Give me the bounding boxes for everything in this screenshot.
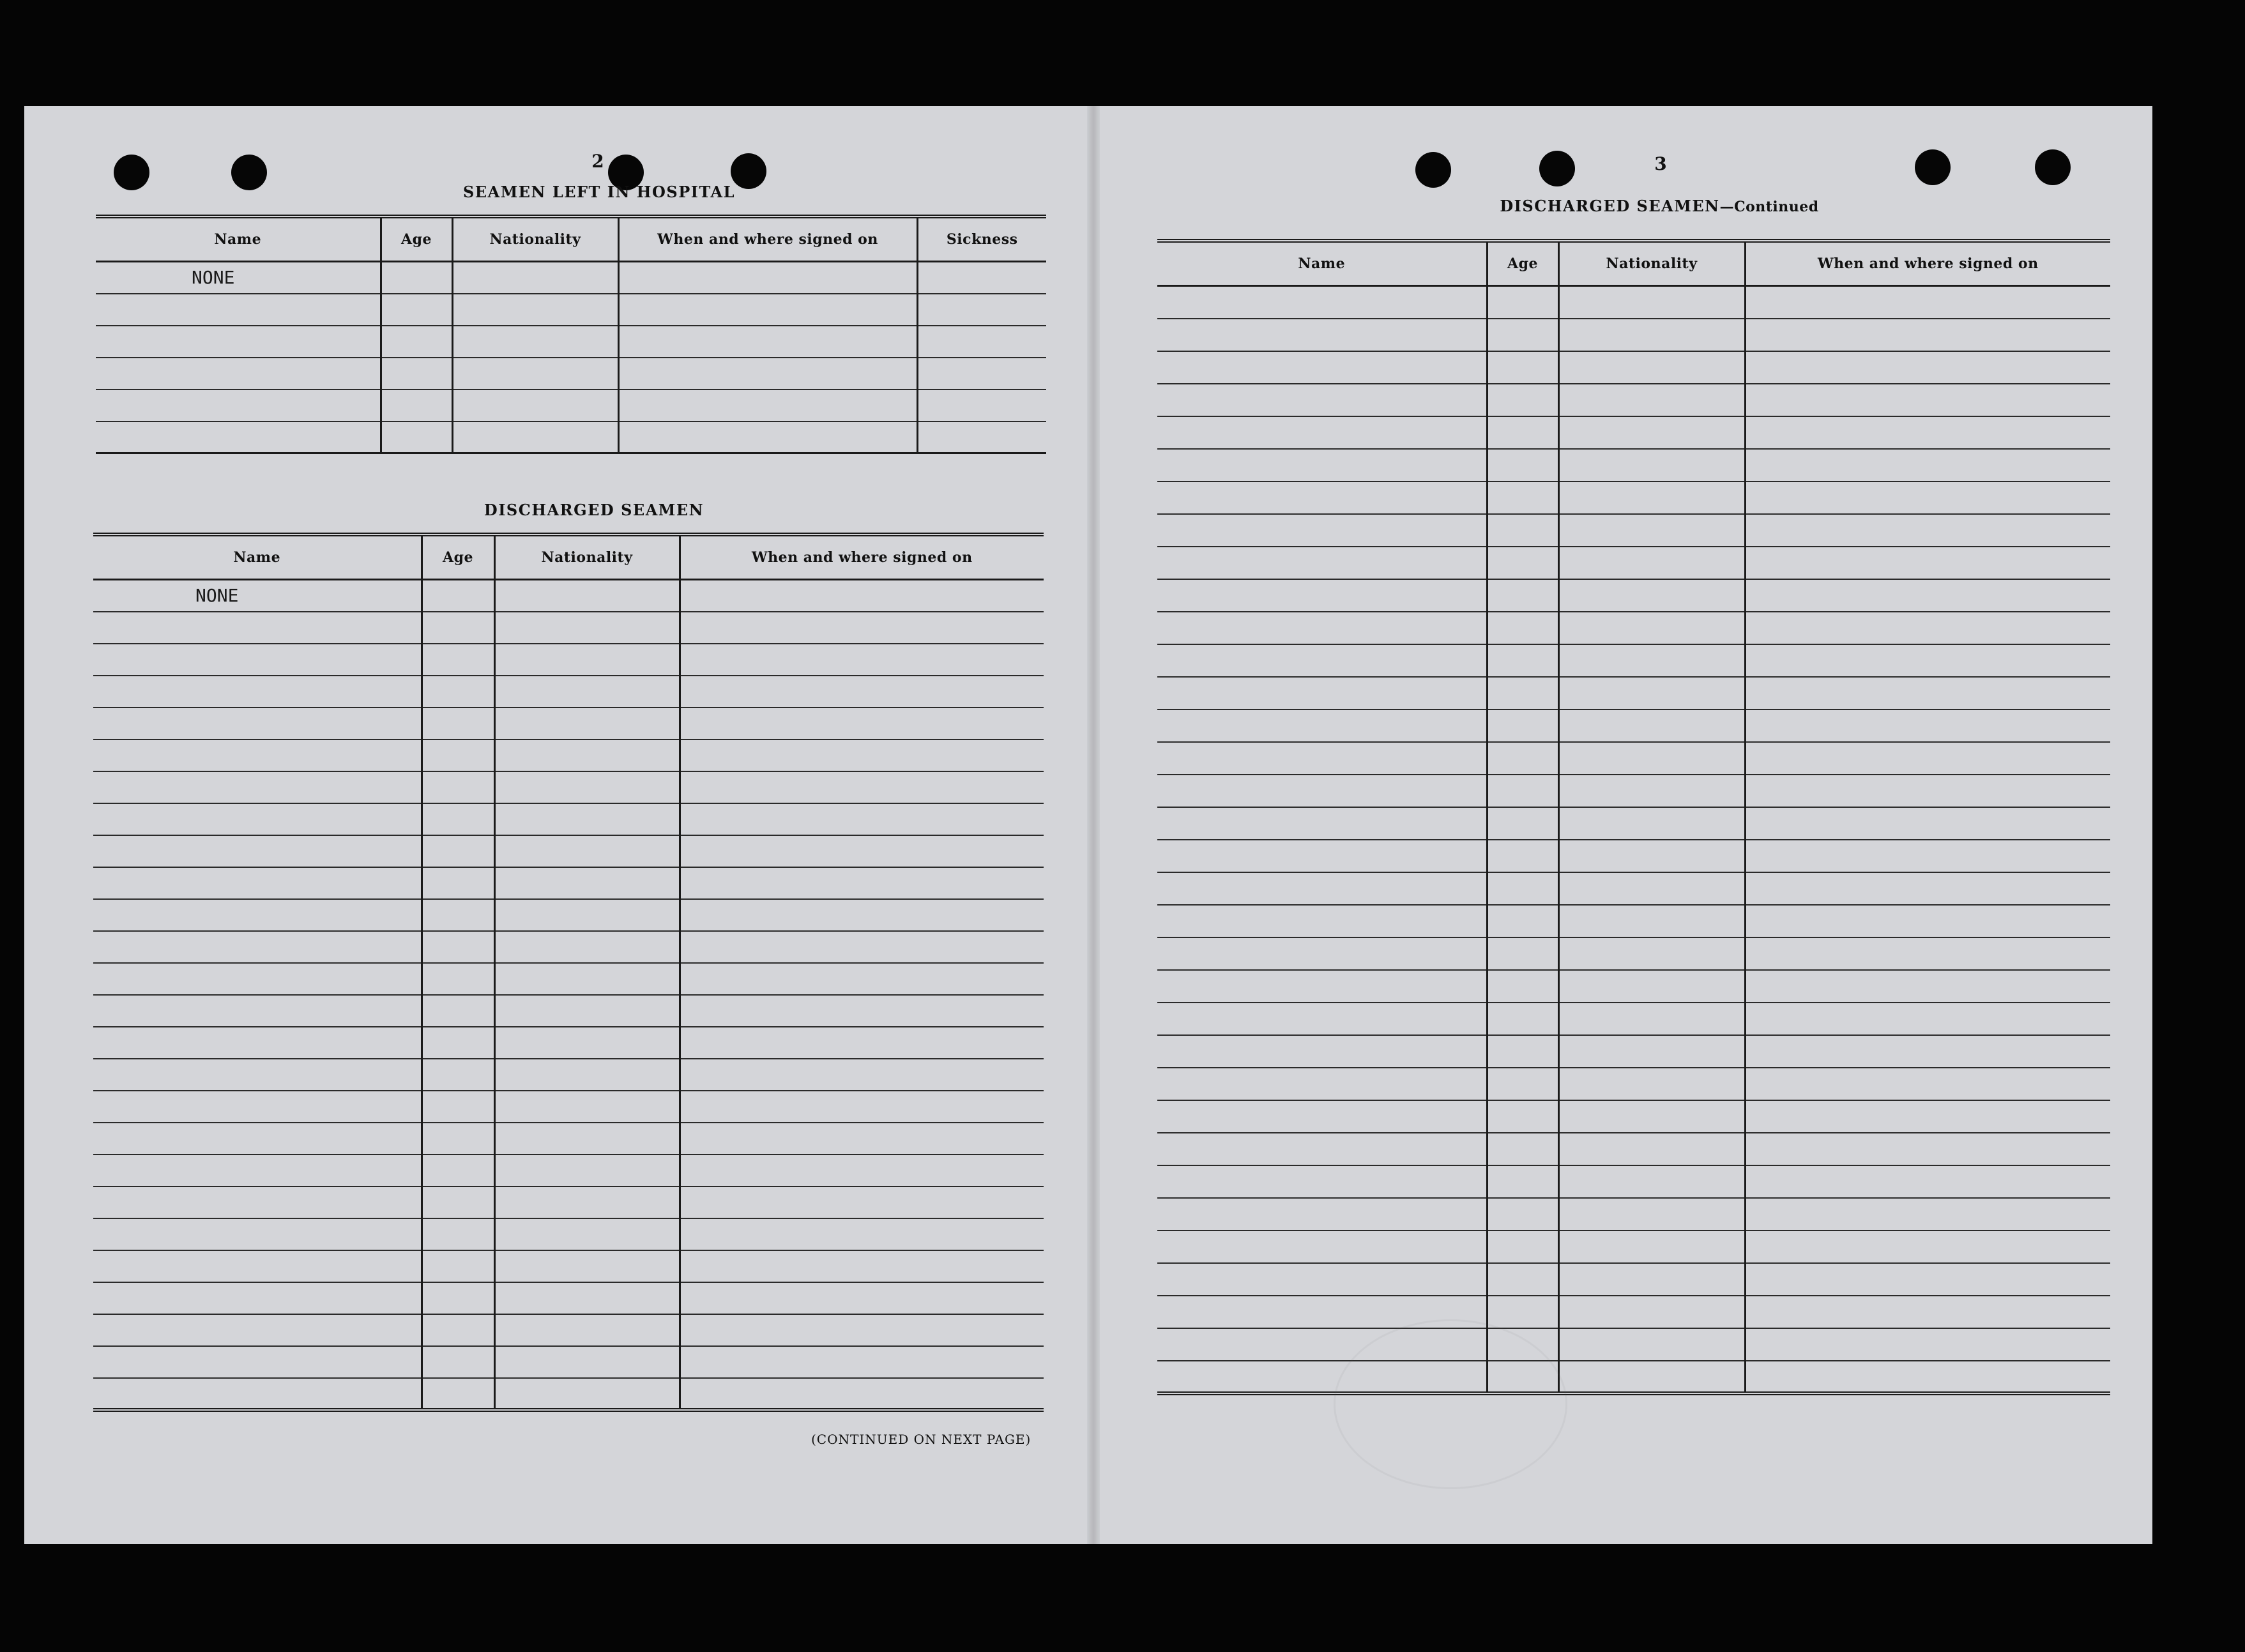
faded-stamp	[1334, 1319, 1567, 1489]
nationality-cell	[494, 580, 680, 612]
punch-hole	[114, 155, 149, 190]
table-row	[1157, 612, 2110, 644]
table-row	[96, 421, 1046, 453]
discharged-continued-body	[1157, 286, 2110, 1393]
signed-on-cell	[618, 262, 917, 294]
table-row	[93, 1378, 1044, 1410]
table-row	[93, 676, 1044, 708]
table-row	[1157, 449, 2110, 481]
table-row	[93, 771, 1044, 803]
name-cell: NONE	[93, 580, 422, 612]
table-row	[93, 1155, 1044, 1186]
table-row	[93, 867, 1044, 899]
table-row	[1157, 709, 2110, 742]
document-page	[24, 106, 2152, 1544]
table-row	[93, 899, 1044, 931]
column-header-nationality: Nationality	[452, 216, 618, 262]
punch-hole	[231, 155, 267, 190]
table-row	[1157, 1133, 2110, 1165]
continued-note: (CONTINUED ON NEXT PAGE)	[811, 1432, 1031, 1447]
column-header-name: Name	[96, 216, 381, 262]
title-main: DISCHARGED SEAMEN	[1500, 197, 1720, 215]
table-row	[96, 390, 1046, 421]
sickness-cell	[917, 262, 1046, 294]
age-cell	[422, 580, 494, 612]
hospital-table-body	[96, 262, 1046, 453]
table-row	[1157, 286, 2110, 319]
column-header-signed-on: When and where signed on	[1745, 241, 2110, 286]
table-row	[93, 995, 1044, 1027]
discharged-continued-title	[1302, 197, 2017, 215]
punch-hole	[2035, 149, 2071, 185]
column-header-name: Name	[93, 534, 422, 580]
name-cell: NONE	[96, 262, 381, 294]
table-row	[93, 612, 1044, 644]
table-row	[1157, 644, 2110, 677]
column-header-age: Age	[1487, 241, 1558, 286]
table-row	[93, 1123, 1044, 1155]
punch-hole	[1915, 149, 1951, 185]
table-row	[93, 739, 1044, 771]
table-row	[93, 1250, 1044, 1282]
table-row	[1157, 514, 2110, 547]
table-row	[93, 1314, 1044, 1346]
table-row	[93, 963, 1044, 995]
table-row	[1157, 481, 2110, 514]
table-row	[1157, 742, 2110, 775]
table-row	[1157, 1361, 2110, 1393]
table-row	[1157, 384, 2110, 416]
table-row	[1157, 937, 2110, 970]
table-row	[93, 708, 1044, 739]
table-row	[1157, 416, 2110, 449]
table-row	[1157, 677, 2110, 709]
column-header-sickness: Sickness	[917, 216, 1046, 262]
table-row	[1157, 1231, 2110, 1263]
table-row	[93, 1282, 1044, 1314]
table-header-row	[96, 216, 1046, 262]
table-row	[96, 294, 1046, 326]
table-row	[93, 1091, 1044, 1123]
column-header-nationality: Nationality	[494, 534, 680, 580]
punch-hole	[1539, 151, 1575, 186]
column-header-age: Age	[422, 534, 494, 580]
age-cell	[381, 262, 452, 294]
table-row	[93, 1218, 1044, 1250]
table-row	[1157, 1003, 2110, 1035]
table-row	[1157, 1198, 2110, 1231]
column-header-age: Age	[381, 216, 452, 262]
page-number-left: 2	[591, 151, 604, 172]
table-row	[96, 326, 1046, 358]
table-row	[1157, 1263, 2110, 1296]
table-row	[1157, 547, 2110, 579]
table-row	[1157, 840, 2110, 872]
table-row	[1157, 1165, 2110, 1198]
table-row	[93, 1059, 1044, 1091]
column-header-signed-on: When and where signed on	[680, 534, 1044, 580]
table-row	[93, 1186, 1044, 1218]
table-row	[93, 1027, 1044, 1059]
table-row	[1157, 1296, 2110, 1328]
table-row	[1157, 807, 2110, 840]
discharged-table-body	[93, 580, 1044, 1410]
table-header-row	[1157, 241, 2110, 286]
column-header-signed-on: When and where signed on	[618, 216, 917, 262]
table-row	[93, 835, 1044, 867]
title-suffix: —Continued	[1719, 199, 1819, 215]
table-row	[1157, 579, 2110, 612]
discharged-section-title: DISCHARGED SEAMEN	[483, 501, 704, 519]
center-fold	[1087, 106, 1100, 1544]
table-row	[1157, 351, 2110, 384]
table-row	[1157, 1100, 2110, 1133]
table-row	[1157, 319, 2110, 351]
table-row	[1157, 1328, 2110, 1361]
table-row	[1157, 872, 2110, 905]
table-row	[1157, 905, 2110, 937]
signed-on-cell	[680, 580, 1044, 612]
table-row	[96, 358, 1046, 390]
discharged-continued-table	[1157, 239, 2110, 1395]
table-row	[1157, 970, 2110, 1003]
table-row	[93, 931, 1044, 963]
punch-hole	[1415, 152, 1451, 188]
page-number-right: 3	[1654, 153, 1667, 174]
hospital-section-title: SEAMEN LEFT IN HOSPITAL	[462, 183, 736, 201]
discharged-table	[93, 533, 1044, 1412]
nationality-cell	[452, 262, 618, 294]
table-row	[1157, 775, 2110, 807]
table-row	[96, 262, 1046, 294]
table-row	[93, 644, 1044, 676]
column-header-name: Name	[1157, 241, 1487, 286]
table-row	[1157, 1035, 2110, 1068]
table-row	[93, 580, 1044, 612]
column-header-nationality: Nationality	[1558, 241, 1745, 286]
table-row	[93, 803, 1044, 835]
table-header-row	[93, 534, 1044, 580]
table-row	[93, 1346, 1044, 1378]
table-row	[1157, 1068, 2110, 1100]
hospital-table	[96, 215, 1046, 454]
